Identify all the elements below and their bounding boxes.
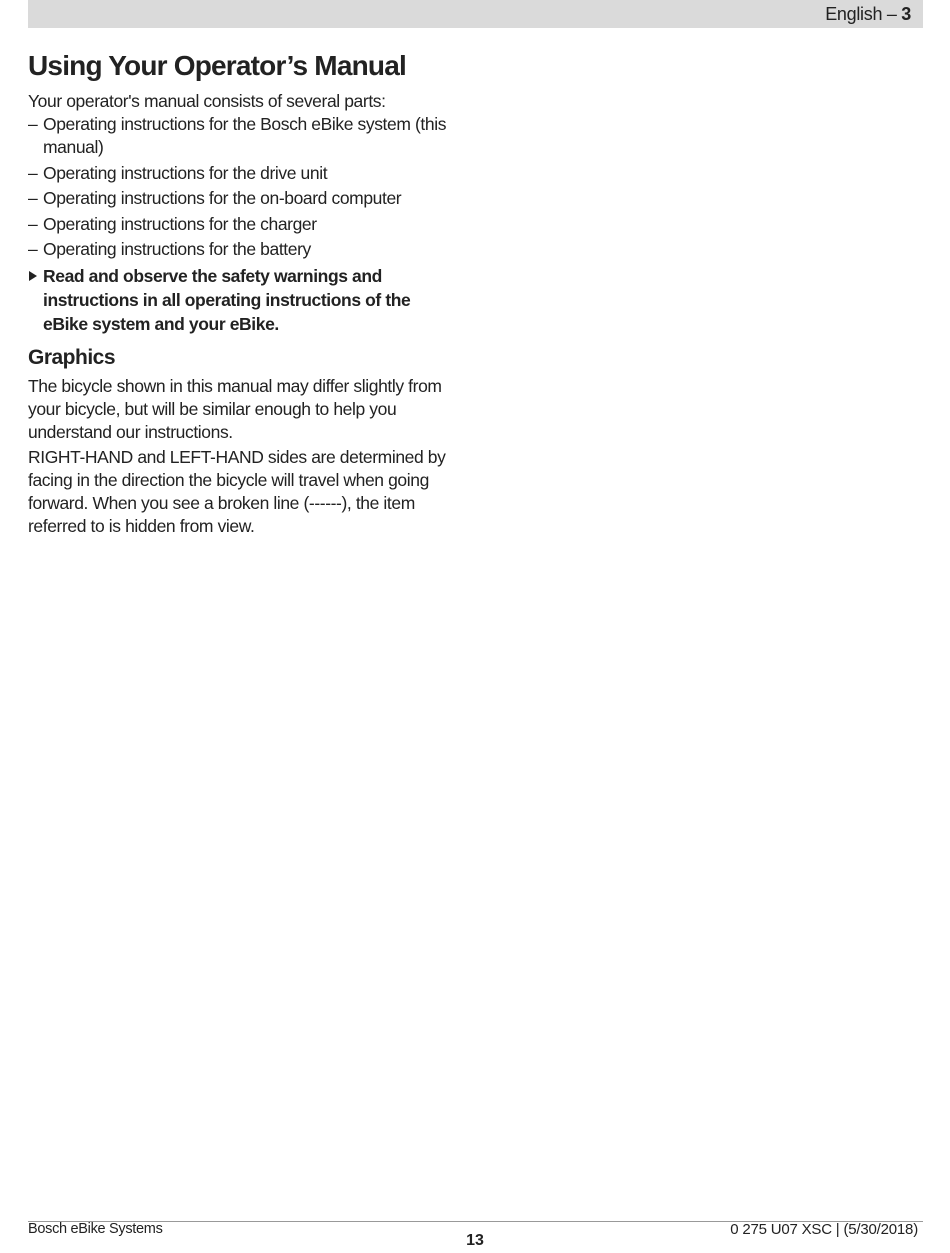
header-page-number: 3 — [901, 4, 911, 24]
list-item — [28, 113, 448, 159]
list-item-text: Operating instructions for the battery — [43, 239, 311, 259]
list-item-text: Operating instructions for the charger — [43, 213, 317, 234]
dash-bullet: – — [28, 162, 38, 183]
list-item — [28, 238, 448, 261]
header-bar — [28, 0, 923, 28]
graphics-paragraph-1: The bicycle shown in this manual may differ slightly from your bicycle, but will be similar enough to help you understand our instructions. — [28, 375, 442, 442]
main-column — [28, 48, 448, 538]
intro-text: Your operator's manual consists of several parts: — [28, 91, 386, 111]
graphics-paragraph-2: RIGHT-HAND and LEFT-HAND sides are determined by facing in the direction the bicycle will travel when going forward. When you see a broken line (------), the item referred to is hidden from view. — [28, 446, 446, 536]
header-page-label — [825, 4, 911, 25]
safety-warning-text: Read and observe the safety warnings and instructions in all operating instructions of the eBike system and your eBike. — [43, 265, 411, 334]
dash-bullet: – — [28, 213, 38, 234]
list-item — [28, 162, 448, 185]
footer-brand: Bosch eBike Systems — [28, 1221, 163, 1237]
page-title: Using Your Operator’s Manual — [28, 50, 406, 81]
footer-page-number: 13 — [466, 1232, 484, 1249]
dash-bullet: – — [28, 188, 38, 208]
list-item — [28, 187, 448, 210]
safety-warning — [28, 264, 448, 336]
triangle-bullet-icon — [29, 271, 37, 281]
list-item-text: Operating instructions for the drive unit — [43, 162, 328, 183]
header-language: English – — [825, 4, 897, 24]
list-item-text: Operating instructions for the on-board computer — [43, 188, 402, 208]
dash-bullet: – — [28, 239, 38, 259]
list-item — [28, 213, 448, 236]
list-item-text: Operating instructions for the Bosch eBike system (this manual) — [43, 114, 447, 157]
section-heading-graphics: Graphics — [28, 345, 116, 369]
dash-bullet: – — [28, 114, 38, 134]
parts-list — [28, 113, 448, 261]
footer-doc-id: 0 275 U07 XSC | (5/30/2018) — [730, 1221, 918, 1238]
